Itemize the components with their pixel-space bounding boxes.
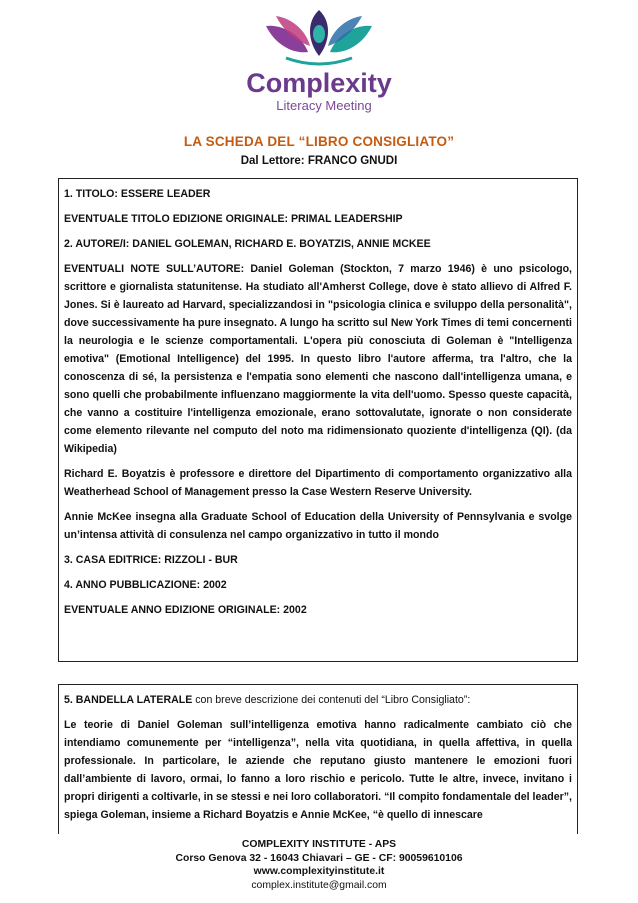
blurb-label: 5. BANDELLA LATERALE: [64, 694, 193, 706]
logo-name: Complexity: [246, 68, 392, 98]
book-details-box: [58, 178, 578, 662]
footer-address: Corso Genova 32 - 16043 Chiavari – GE - CF: 90059610106: [175, 852, 463, 864]
complexity-logo: [246, 4, 392, 118]
footer-org: COMPLEXITY INSTITUTE - APS: [241, 839, 397, 850]
field-boyatzis-bio: Richard E. Boyatzis è professore e direttore del Dipartimento di comportamento organizzativo alla Weatherhead School of Management presso la Case Western Reserve University.: [64, 468, 572, 498]
blurb-text: Le teorie di Daniel Goleman sull’intelligenza emotiva hanno radicalmente cambiato ciò che intendiamo comunemente per “intelligenza”, nella vita quotidiana, in quella affettiva, in quella professionale. In particolare, le aziende che reputano giusto mantenere le emozioni fuori dall’ambiente di lavoro, ormai, lo fanno a loro rischio e pericolo. Tutte le altre, invece, invitano i propri dirigenti a coltivarle, in se stessi e nei loro collaboratori. “Il compito fondamentale del leader”, spiega Goleman, insieme a Richard Boyatzis e Annie McKee, “è quello di innescare: [64, 719, 572, 821]
field-title: 1. TITOLO: ESSERE LEADER: [64, 188, 211, 200]
footer-email[interactable]: complex.institute@gmail.com: [251, 879, 387, 891]
field-publisher: 3. CASA EDITRICE: RIZZOLI - BUR: [64, 554, 238, 566]
blurb-description: con breve descrizione dei contenuti del “Libro Consigliato”:: [192, 694, 471, 706]
field-author-notes: EVENTUALI NOTE SULL’AUTORE: Daniel Goleman (Stockton, 7 marzo 1946) è uno psicologo, scrittore e giornalista statunitense. Ha studiato all'Amherst College, dove è stato allievo di Alfred F. Jones. Si è laureato ad Harvard, specializzandosi in "psicologia clinica e sviluppo della personalità", dove successivamente ha pure insegnato. A lungo ha scritto sul New York Times di temi concernenti la neurologia e le scienze comportamentali. L'opera più conosciuta di Goleman è "Intelligenza emotiva" (Emotional Intelligence) del 1995. In questo libro l'autore afferma, tra l'altro, che la conoscenza di sé, la persistenza e l'empatia sono elementi che nascono dall'intelligenza umana, e sono quelli che probabilmente influenzano maggiormente la vita dell'uomo. Spesso queste capacità, che vanno a costituire l'intelligenza emozionale, erano sottovalutate, ignorate o non considerate come elemento rilevante nel computo del noto ma ridimensionato quoziente d'intelligenza (QI). (da Wikipedia): [64, 263, 572, 455]
page-title: LA SCHEDA DEL “LIBRO CONSIGLIATO”: [183, 134, 455, 149]
field-authors: 2. AUTORE/I: DANIEL GOLEMAN, RICHARD E. BOYATZIS, ANNIE MCKEE: [64, 238, 431, 250]
logo-tagline: Literacy Meeting: [276, 98, 372, 113]
footer: [0, 838, 638, 892]
logo-arc: [286, 58, 352, 64]
footer-website[interactable]: www.complexityinstitute.it: [253, 866, 385, 877]
field-year: 4. ANNO PUBBLICAZIONE: 2002: [64, 579, 227, 591]
field-mckee-bio: Annie McKee insegna alla Graduate School of Education della University of Pennsylvania e svolge un’intensa attività di consulenza nel campo organizzativo in tutto il mondo: [64, 511, 572, 541]
field-original-year: EVENTUALE ANNO EDIZIONE ORIGINALE: 2002: [64, 604, 307, 616]
reader-line: Dal Lettore: FRANCO GNUDI: [240, 155, 398, 167]
blurb-heading: [64, 689, 572, 714]
logo-center-dot: [313, 25, 325, 43]
field-original-title: EVENTUALE TITOLO EDIZIONE ORIGINALE: PRIMAL LEADERSHIP: [64, 213, 403, 225]
jacket-blurb-box: [58, 684, 578, 834]
